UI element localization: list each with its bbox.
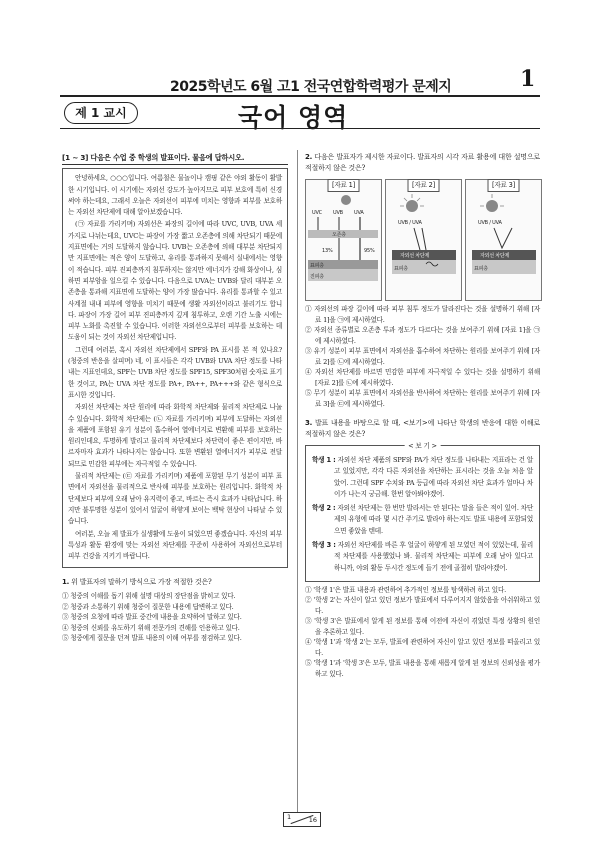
uva-label: UVA	[354, 210, 364, 216]
sunscreen-label: 자외선 차단제	[400, 253, 430, 259]
epidermis-label: 표피층	[474, 266, 488, 272]
uv-penetration-diagram	[306, 192, 381, 298]
materials-figure	[305, 179, 540, 301]
passage-paragraph: 물리적 차단제는 (㉢ 자료를 가리키며) 제품에 포함된 무기 성분이 피부 표면에서 자외선을 물리적으로 반사해 피부를 보호하는 원리입니다. 화학적 차단제보다 피부에 오래 남아 유지력이 좋고, 바르는 즉시 효과가 나타납니다. 하지만 불투명한 성분이 있어서 얼굴이 하얗게 보이는 백탁 현상이 나타날 수 있습니다.	[68, 472, 283, 526]
instruction-line: [1 ~ 3] 다음은 수업 중 학생의 발표이다. 물음에 답하시오.	[62, 152, 288, 165]
answer-option[interactable]: ② 자외선 종류별로 오존층 투과 정도가 다르다는 것을 보여주기 위해 [자료 1]을 ㉠에 제시하였다.	[305, 326, 540, 345]
chemical-sunscreen-diagram	[386, 192, 461, 298]
passage-paragraph: 안녕하세요, ○○○입니다. 여름철은 물놀이나 캠핑 같은 야외 활동이 활발한 시기입니다. 이 시기에는 자외선 강도가 높아지므로 피부 보호에 특히 신경 써야 하는데요, 그래서 오늘은 자외선이 피부에 미치는 영향과 피부를 보호하는 자외선 차단제에 대해 알아보겠습니다.	[68, 174, 282, 217]
answer-option[interactable]: ① 자외선의 파장 길이에 따라 피부 침투 정도가 달라진다는 것을 설명하기 위해 [자료 1]을 ㉠에 제시하였다.	[305, 305, 540, 324]
page-number: 1	[520, 66, 536, 92]
material-label: [자료 3]	[487, 179, 520, 192]
footer-current-page: 1	[287, 813, 292, 821]
material-3	[465, 179, 542, 301]
ozone-label: 오존층	[332, 232, 346, 238]
passage-paragraph: 여러분, 오늘 제 발표가 실생활에 도움이 되었으면 좋겠습니다. 자신의 피부 특성과 활동 환경에 맞는 자외선 차단제를 꾸준히 사용하여 자외선으로부터 피부 건강을 지키기 바랍니다.	[68, 529, 282, 561]
answer-option[interactable]: ③ '학생 3'은 발표에서 알게 된 정보를 통해 이전에 자신이 겪었던 특정 상황의 원인을 추론하고 있다.	[305, 617, 540, 636]
material-1	[305, 179, 382, 301]
answer-option[interactable]: ④ '학생 1'과 '학생 2'는 모두, 발표에 관련하여 자신이 알고 있던 정보를 떠올리고 있다.	[305, 638, 540, 657]
epidermis-label: 표피층	[394, 266, 408, 272]
footer-total-pages: 16	[308, 816, 317, 824]
answer-option[interactable]: ⑤ 무기 성분이 피부 표면에서 자외선을 반사하여 차단하는 원리를 보여주기 위해 [자료 3]을 ㉢에 제시하였다.	[305, 389, 540, 408]
student-response	[312, 540, 533, 574]
question-stem: 다음은 발표자가 제시한 자료이다. 발표자의 시각 자료 활용에 대한 설명으로 적절하지 않은 것은?	[305, 153, 540, 172]
question-stem: 위 발표자의 말하기 방식으로 가장 적절한 것은?	[71, 578, 212, 587]
header-divider	[60, 128, 540, 129]
option-list	[62, 591, 288, 644]
student-response	[312, 503, 533, 537]
passage-paragraph: 그런데 여러분, 혹시 자외선 차단제에서 SPF와 PA 표시를 본 적 있나요? (청중의 반응을 살피며) 네, 이 표시들은 각각 UVB와 UVA 차단 정도를 나타내는 지표인데요, SPF는 UVB 차단 정도를 SPF15, SPF30처럼 숫자로 표기한 것이고, PA는 UVA 차단 정도를 PA+, PA++, PA+++와 같은 형식으로 표시한 것입니다.	[68, 345, 282, 399]
exam-header-title: 2025학년도 6월 고1 전국연합학력평가 문제지	[170, 79, 452, 95]
answer-option[interactable]: ③ 청중의 요청에 따라 발표 중간에 내용을 요약하여 말하고 있다.	[62, 613, 242, 622]
pct95-label: 95%	[364, 248, 375, 254]
passage-paragraph: 자외선 차단제는 차단 원리에 따라 화학적 차단제와 물리적 차단제로 나눌 수 있습니다. 화학적 차단제는 (㉡ 자료를 가리키며) 피부에 도달하는 자외선을 제품에 포함된 유기 성분이 흡수하여 열에너지로 변환해 피부를 보호하는 원리인데요, 투명하게 발리고 물리적 차단제보다 차단력이 좋은 편이지만, 바르자마자 효과가 나타나지는 않습니다. 또한 변환된 열에너지가 피부로 전달되므로 민감한 피부에는 자극적일 수 있습니다.	[68, 403, 282, 468]
sunscreen-label: 자외선 차단제	[480, 253, 510, 259]
session-badge: 제 1 교시	[64, 102, 138, 124]
epidermis-label: 표피층	[310, 263, 324, 269]
passage-paragraph: (㉠ 자료를 가리키며) 자외선은 파장의 길이에 따라 UVC, UVB, UVA 세 가지로 나뉘는데요, UVC는 파장이 가장 짧고 오존층에 의해 차단되기 때문에 지표면에는 거의 도달하지 않습니다. UVB는 오존층에 의해 대부분 차단되지만 지표면에는 적은 양이 도달하고, 유리를 통과하지 못해서 실내에서는 영향이 적습니다. 피부 진피층까지 침투하지는 않지만 에너지가 강해 화상이나, 심하면 피부암을 일으킬 수 있습니다. 다음으로 UVA는 UVB와 달리 대부분 오존층을 통과해 지표면에 도달하는 양이 가장 많습니다. 유리를 통과할 수 있고 사계절 내내 피부에 영향을 미치기 때문에 생활 자외선이라고 불리기도 합니다. 파장이 가장 길어 피부 진피층까지 깊게 침투하고, 오랜 기간 노출 시에는 피부 노화를 촉진할 수 있습니다. 이러한 자외선으로부터 피부를 보호하는 데 도움이 되는 것이 자외선 차단제입니다.	[68, 220, 282, 342]
question-number: 3.	[305, 419, 313, 427]
student-name: 학생 2 :	[312, 504, 336, 513]
header-rule	[60, 95, 540, 97]
material-label: [자료 1]	[327, 179, 360, 192]
left-column	[62, 152, 288, 644]
question-3	[305, 418, 540, 440]
answer-option[interactable]: ④ 자외선 차단제를 바르면 민감한 피부에 자극적일 수 있다는 것을 설명하기 위해 [자료 2]를 ㉡에 제시하였다.	[305, 368, 540, 387]
dermis-label: 진피층	[310, 274, 324, 280]
student-text: 자외선 차단제는 한 번만 발라서는 안 된다는 말을 들은 적이 있어. 차단제의 유형에 따라 몇 시간 주기로 발라야 하는지도 발표 내용에 포함되었으면 좋았을 텐데.	[334, 504, 533, 535]
answer-option[interactable]: ② '학생 2'는 자신이 알고 있던 정보가 발표에서 다루어지지 않았음을 아쉬워하고 있다.	[305, 596, 540, 615]
uvb-label: UVB	[333, 210, 343, 216]
question-number: 1.	[62, 578, 70, 587]
page-footer	[283, 812, 321, 827]
answer-option[interactable]: ① 청중의 이해를 돕기 위해 설명 대상의 장단점을 밝히고 있다.	[62, 592, 236, 601]
column-divider	[297, 150, 298, 812]
question-1	[62, 577, 288, 644]
question-stem: 발표 내용을 바탕으로 할 때, <보기>에 나타난 학생의 반응에 대한 이해로 적절하지 않은 것은?	[305, 419, 540, 438]
student-text: 자외선 차단 제품의 SPF와 PA가 차단 정도를 나타내는 지표라는 건 알고 있었지만, 각각 다른 자외선을 차단하는 표시라는 것을 오늘 처음 알았어. 그런데 SPF 수치와 PA 등급에 따라 자외선 차단 효과가 얼마나 차이가 나는지 궁금해. 한번 알아봐야겠어.	[334, 456, 533, 498]
question-number: 2.	[305, 153, 313, 161]
option-list	[305, 585, 540, 680]
uvb-uva-label: UVB / UVA	[478, 220, 502, 226]
answer-option[interactable]: ④ 청중의 신뢰를 유도하기 위해 전문가의 견해를 인용하고 있다.	[62, 623, 240, 632]
material-2	[385, 179, 462, 301]
student-name: 학생 1 :	[312, 456, 336, 464]
bogi-box	[305, 442, 540, 582]
answer-option[interactable]: ③ 유기 성분이 피부 표면에서 자외선을 흡수하여 차단하는 원리를 보여주기 위해 [자료 2]를 ㉡에 제시하였다.	[305, 347, 540, 366]
right-column	[305, 152, 540, 679]
question-2	[305, 152, 540, 174]
option-list	[305, 304, 540, 409]
subject-title: 국어 영역	[238, 103, 349, 132]
bogi-label: < 보 기 >	[404, 441, 441, 452]
physical-sunscreen-diagram	[466, 192, 541, 298]
answer-option[interactable]: ② 청중과 소통하기 위해 청중이 질문한 내용에 답변하고 있다.	[62, 602, 234, 611]
student-response	[312, 455, 533, 500]
answer-option[interactable]: ⑤ 청중에게 질문을 던져 발표 내용의 이해 여부를 점검하고 있다.	[62, 634, 242, 643]
uvc-label: UVC	[312, 210, 322, 216]
answer-option[interactable]: ① '학생 1'은 발표 내용과 관련하여 추가적인 정보를 탐색하려 하고 있다.	[305, 585, 507, 594]
pct13-label: 13%	[322, 248, 333, 254]
student-text: 자외선 차단제를 바른 후 얼굴이 하얗게 된 모였던 적이 있었는데, 물리적 차단제를 사용했었나 봐. 물리적 차단제는 피부에 오래 남아 있다고 하니까, 야외 활동 두시간 정도에 들기 전에 골절히 발라야겠어.	[334, 541, 533, 572]
material-label: [자료 2]	[407, 179, 440, 192]
answer-option[interactable]: ⑤ '학생 1'과 '학생 3'은 모두, 발표 내용을 통해 새롭게 알게 된 정보의 신뢰성을 평가하고 있다.	[305, 659, 540, 678]
uvb-uva-label: UVB / UVA	[398, 220, 422, 226]
passage-box	[62, 168, 288, 568]
student-name: 학생 3 :	[312, 541, 336, 550]
